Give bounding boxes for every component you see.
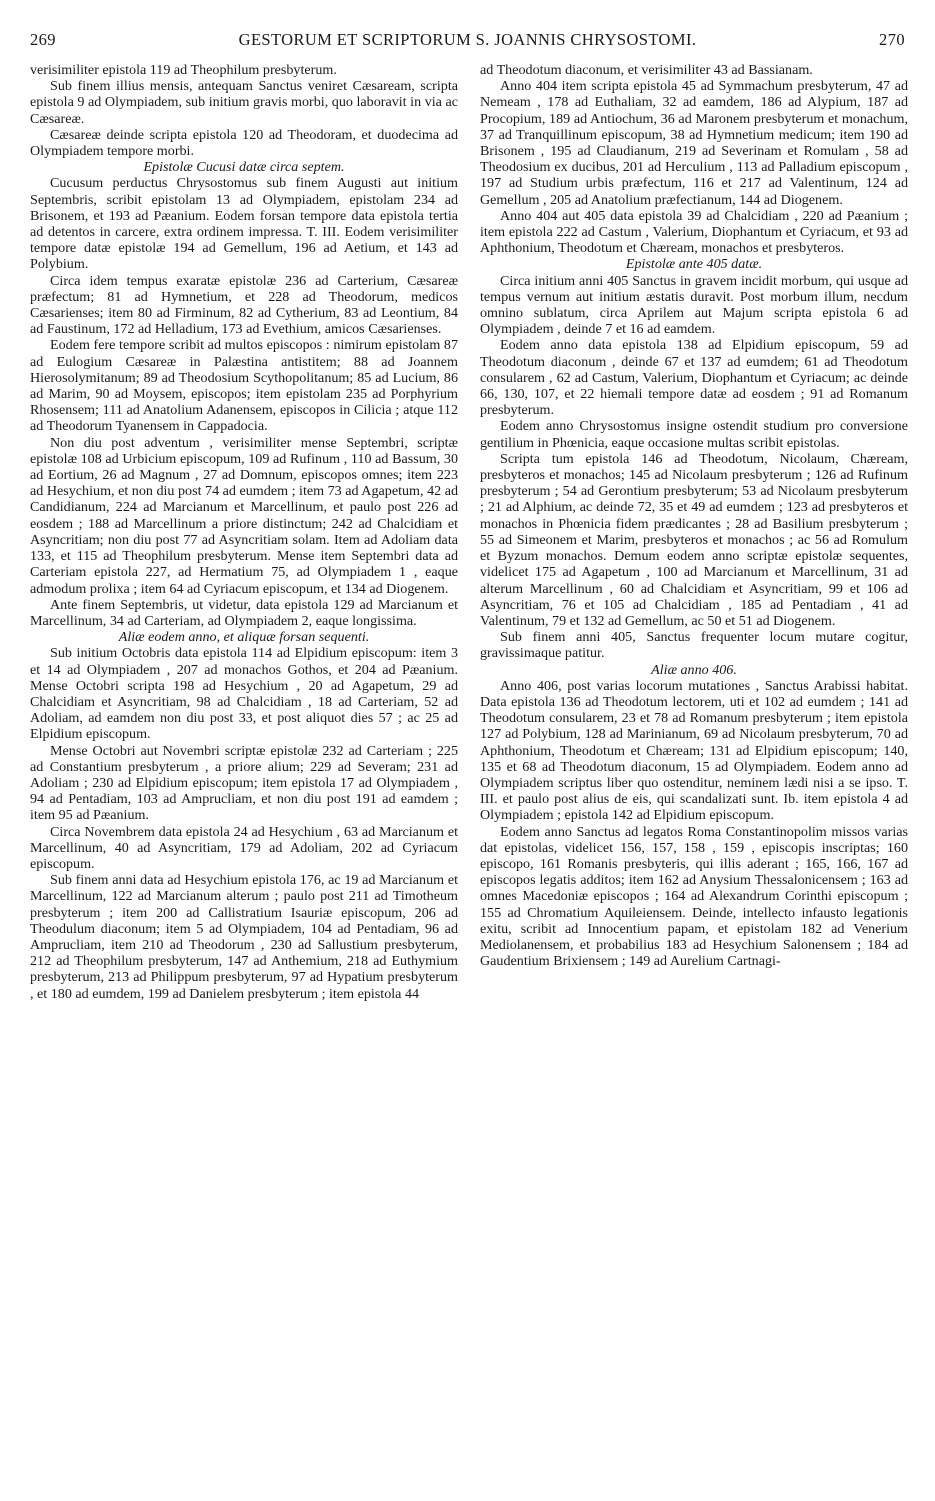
paragraph: Anno 404 aut 405 data epistola 39 ad Chalcidiam , 220 ad Pæanium ; item epistola 222 ad Castum , Valerium, Diophantum et Cyriacum, et 93 ad Aphthonium, Theodotum et Chæream, monachos et presbyteros. xyxy=(480,207,908,257)
paragraph: Cæsareæ deinde scripta epistola 120 ad Theodoram, et duodecima ad Olympiadem tempore morbi. xyxy=(30,126,458,160)
paragraph: Cucusum perductus Chrysostomus sub finem Augusti aut initium Septembris, scribit epistolam 13 ad Olympiadem, epistolam 234 ad Brisonem, et 193 ad Pæanium. Eodem forsan tempore data epistola tertia ad detentos in carcere, extra ordinem impressa. T. III. Eodem verisimiliter tempore datæ epistolæ 194 ad Gemellum, 196 ad Aetium, et 143 ad Polybium. xyxy=(30,175,458,273)
paragraph: Non diu post adventum , verisimiliter mense Septembri, scriptæ epistolæ 108 ad Urbicium episcopum, 109 ad Rufinum , 110 ad Bassum, 30 ad Eortium, 26 ad Magnum , 27 ad Domnum, episcopos omnes; item 223 ad Hesychium, et non diu post 74 ad eumdem ; item 73 ad Agapetum, 42 ad Candidianum, 224 ad Marcianum et Marcellinum, et paulo post 226 ad eosdem ; 188 ad Marcellinum a priore distinctum; 242 ad Chalcidiam et Asyncritiam; non diu post 77 ad Asyncritiam solam. Item ad Adoliam data 133, et 115 ad Theophilum presbyterum. Mense item Septembri data ad Carteriam epistola 227, ad Hermatium 75, ad Olympiadem 1 , eaque admodum prolixa ; item 64 ad Cyriacum episcopum, et 134 ad Diogenem. xyxy=(30,434,458,597)
paragraph: Circa idem tempus exaratæ epistolæ 236 ad Carterium, Cæsareæ præfectum; 81 ad Hymnetium, et 228 ad Theodorum, medicos Cæsarienses; item 80 ad Firminum, 82 ad Cytherium, 83 ad Leontium, 84 ad Faustinum, 172 ad Helladium, 173 ad Evethium, amicos Cæsarienses. xyxy=(30,272,458,338)
paragraph: Scripta tum epistola 146 ad Theodotum, Nicolaum, Chæream, presbyteros et monachos; 145 ad Nicolaum presbyterum ; 126 ad Rufinum presbyterum ; 54 ad Gerontium presbyterum; 53 ad Nicolaum presbyterum ; 21 ad Alphium, ac deinde 72, 35 et 49 ad eumdem ; 123 ad presbyteros et monachos in Phœnicia fidem prædicantes ; 28 ad Basilium presbyterum ; 55 ad Simeonem et Marim, presbyteros et monachos ; ac 56 ad Romulum et Byzum monachos. Demum eodem anno scriptæ epistolæ sequentes, videlicet 175 ad Agapetum , 100 ad Marcianum et Marcellinum, 31 ad alterum Marcellinum , 60 ad Chalcidiam et Asyncritiam, 99 et 106 ad Asyncritiam, 76 et 105 ad Chalcidiam , 185 ad Pentadiam , 41 ad Valentinum, 79 et 132 ad Gemellum, ac 50 et 51 ad Diogenem. xyxy=(480,450,908,629)
section-heading: Aliæ anno 406. xyxy=(651,661,737,678)
paragraph: Eodem anno Chrysostomus insigne ostendit studium pro conversione gentilium in Phœnicia, eaque occasione multas scribit epistolas. xyxy=(480,418,908,451)
paragraph: Sub initium Octobris data epistola 114 ad Elpidium episcopum: item 3 et 14 ad Olympiadem , 207 ad monachos Gothos, et 204 ad Pæanium. Mense Octobri scripta 198 ad Hesychium , 20 ad Agapetum, 29 ad Chalcidiam et Asyncritiam, 98 ad Chalcidiam , 18 ad Carteriam, 52 ad Adoliam, ad eamdem non diu post 33, et post aliquot dies 57 ; ac 25 ad Elpidium episcopum. xyxy=(30,645,458,743)
paragraph: Mense Octobri aut Novembri scriptæ epistolæ 232 ad Carteriam ; 225 ad Constantium presbyterum , a priore alium; 229 ad Severam; 231 ad Adoliam ; 230 ad Elpidium episcopum; item epistola 17 ad Olympiadem , 94 ad Pentadiam, 103 ad Amprucliam, et non diu post 191 ad eamdem ; item 95 ad Pæanium. xyxy=(30,742,458,824)
section-heading: Epistolæ ante 405 datæ. xyxy=(625,256,763,273)
paragraph: Sub finem illius mensis, antequam Sanctus veniret Cæsaream, scripta epistola 9 ad Olympiadem, sub initium gravis morbi, quo laboravit in via ac Cæsareæ. xyxy=(30,78,458,127)
right-page-number: 270 xyxy=(879,30,905,49)
continued-paragraph: verisimiliter epistola 119 ad Theophilum presbyterum. xyxy=(30,62,337,78)
paragraph: Sub finem anni 405, Sanctus frequenter locum mutare cogitur, gravissimaque patitur. xyxy=(480,629,908,662)
paragraph: Anno 406, post varias locorum mutationes , Sanctus Arabissi habitat. Data epistola 136 ad Theodotum lectorem, uti et 102 ad eumdem ; 141 ad Theodotum consularem, 23 et 78 ad Romanum presbyterum ; item epistola 127 ad Polybium, 128 ad Marinianum, 69 ad Nicolaum presbyterum, 70 ad Aphthonium, Theodotum et Chæream; 131 ad Elpidium episcopum; 140, 135 et 68 ad Theodotum diaconum, 15 ad Olympiadem. Eodem anno ad Olympiadem scriptus liber quo ostenditur, neminem lædi nisi a se ipso. T. III. et paulo post alius de eis, qui scandalizati sunt. Ib. item epistola 4 ad Olympiadem ; epistola 142 ad Elpidium episcopum. xyxy=(480,677,908,824)
paragraph: Ante finem Septembris, ut videtur, data epistola 129 ad Marcianum et Marcellinum, 34 ad Carteriam, ad Olympiadem 2, eaque longissima. xyxy=(30,596,458,629)
paragraph: Circa Novembrem data epistola 24 ad Hesychium , 63 ad Marcianum et Marcellinum, 40 ad Asyncritiam, 179 ad Adoliam, 202 ad Cyriacum episcopum. xyxy=(30,823,458,872)
running-title: GESTORUM ET SCRIPTORUM S. JOANNIS CHRYSOSTOMI. xyxy=(238,30,697,49)
paragraph: Sub finem anni data ad Hesychium epistola 176, ac 19 ad Marcianum et Marcellinum, 122 ad Marcianum alterum ; paulo post 211 ad Timotheum presbyterum ; item 200 ad Callistratium Isauriæ episcopum, 206 ad Theodulum diaconum; item 5 ad Olympiadem, 104 ad Pentadiam, 96 ad Amprucliam, item 210 ad Theodorum , 230 ad Sallustium presbyterum, 212 ad Theophilum presbyterum, 147 ad Anthemium, 218 ad Euthymium presbyterum, 213 ad Philippum presbyterum, 97 ad Hypatium presbyterum , et 180 ad eumdem, 199 ad Danielem presbyterum ; item epistola 44 xyxy=(30,872,458,1002)
left-page-number: 269 xyxy=(30,30,56,49)
paragraph: Eodem fere tempore scribit ad multos episcopos : nimirum epistolam 87 ad Eulogium Cæsareæ in Palæstina antistitem; 88 ad Joannem Hierosolymitanum; 89 ad Theodosium Scythopolitanum; 85 ad Lucium, 86 ad Marim, 90 ad Moysem, episcopos; item epistolam 235 ad Porphyrium Rhosensem; 111 ad Anatolium Adanensem, episcopos in Cilicia ; atque 112 ad Theodorum Tyanensem in Cappadocia. xyxy=(30,337,458,435)
paragraph: Eodem anno data epistola 138 ad Elpidium episcopum, 59 ad Theodotum diaconum , deinde 67 et 137 ad eumdem; 61 ad Theodotum consularem , 62 ad Castum, Valerium, Diophantum et Cyriacum; ac deinde 66, 130, 107, et 22 hiemali tempore datæ ad eosdem ; 91 ad Romanum presbyterum. xyxy=(480,337,908,419)
right-column xyxy=(480,62,908,969)
page-header xyxy=(30,30,905,54)
left-column xyxy=(30,62,458,1002)
paragraph: Circa initium anni 405 Sanctus in gravem incidit morbum, qui usque ad tempus vernum aut initium æstatis duravit. Post morbum illum, necdum omnino sublatum, circa Aprilem aut Majum scripta epistola 6 ad Olympiadem , deinde 7 et 16 ad eamdem. xyxy=(480,272,908,338)
continued-paragraph: ad Theodotum diaconum, et verisimiliter 43 ad Bassianam. xyxy=(480,62,813,78)
section-heading: Aliæ eodem anno, et aliquæ forsan sequenti. xyxy=(118,629,370,646)
section-heading: Epistolæ Cucusi datæ circa septem. xyxy=(143,159,345,176)
paragraph: Anno 404 item scripta epistola 45 ad Symmachum presbyterum, 47 ad Nemeam , 178 ad Euthaliam, 32 ad eamdem, 186 ad Alypium, 187 ad Procopium, 189 ad Antiochum, 36 ad Maronem presbyterum et monachum, 37 ad Tranquillinum episcopum, 38 ad Hymnetium medicum; item 190 ad Brisonem , 195 ad Claudianum, 219 ad Severinam et Romulam , 58 ad Theodosium ex ducibus, 201 ad Herculium , 113 ad Palladium episcopum , 197 ad Studium urbis præfectum, 116 et 217 ad Valentinum, 124 ad Gemellum , 205 ad Anatolium præfectianum, 144 ad Diogenem. xyxy=(480,78,908,208)
paragraph: Eodem anno Sanctus ad legatos Roma Constantinopolim missos varias dat epistolas, videlicet 156, 157, 158 , 159 , episcopis inscriptas; 160 episcopo, 161 Romanis presbyteris, qui illis aderant ; 165, 166, 167 ad episcopos legatis additos; item 162 ad Anysium Thessalonicensem ; 163 ad omnes Macedoniæ episcopos ; 164 ad Alexandrum Corinthi episcopum ; 155 ad Chromatium Aquileiensem. Deinde, intellecto infausto legationis exitu, scribit ad Innocentium papam, et epistolam 182 ad Venerium Mediolanensem, et probabilius 183 ad Hesychium Salonensem ; 184 ad Gaudentium Brixiensem ; 149 ad Aurelium Cartnagi- xyxy=(480,823,908,970)
